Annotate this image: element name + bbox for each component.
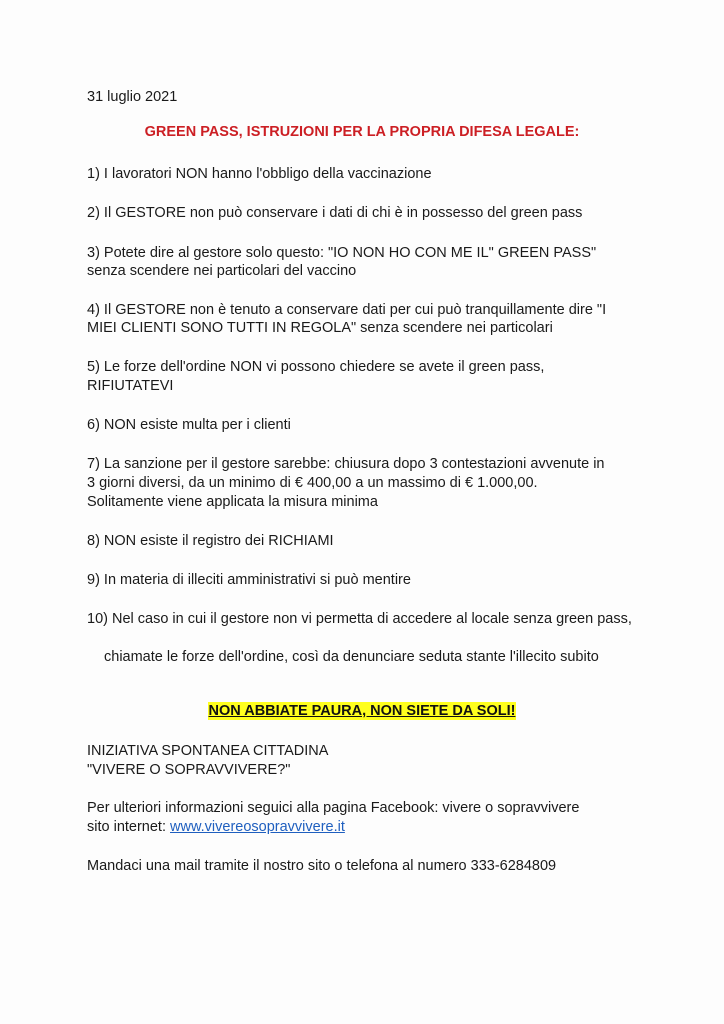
document-title: GREEN PASS, ISTRUZIONI PER LA PROPRIA DIFESA LEGALE:: [144, 124, 580, 140]
list-item-5-line-2: RIFIUTATEVI: [87, 378, 174, 394]
initiative-line-1: INIZIATIVA SPONTANEA CITTADINA: [87, 743, 329, 759]
list-item-7-line-3: Solitamente viene applicata la misura minima: [87, 494, 378, 510]
list-item-3-line-1: 3) Potete dire al gestore solo questo: "IO NON HO CON ME IL" GREEN PASS": [87, 245, 597, 261]
list-item-9: 9) In materia di illeciti amministrativi si può mentire: [87, 572, 411, 588]
initiative-line-2: "VIVERE O SOPRAVVIVERE?": [87, 762, 291, 778]
document-date: 31 luglio 2021: [87, 89, 178, 105]
list-item-5-line-1: 5) Le forze dell'ordine NON vi possono chiedere se avete il green pass,: [87, 359, 545, 375]
list-item-3-line-2: senza scendere nei particolari del vaccino: [87, 263, 357, 279]
info-line: Per ulteriori informazioni seguici alla pagina Facebook: vivere o sopravvivere: [87, 800, 580, 816]
contact-line: Mandaci una mail tramite il nostro sito o telefona al numero 333-6284809: [87, 858, 557, 874]
site-label: sito internet:: [87, 819, 171, 835]
slogan-container: [0, 703, 724, 719]
website-link[interactable]: www.vivereosopravvivere.it: [170, 819, 345, 835]
list-item-10-line-1: 10) Nel caso in cui il gestore non vi permetta di accedere al locale senza green pass,: [87, 611, 632, 627]
list-item-2: 2) Il GESTORE non può conservare i dati di chi è in possesso del green pass: [87, 205, 583, 221]
list-item-4-line-2: MIEI CLIENTI SONO TUTTI IN REGOLA" senza scendere nei particolari: [87, 320, 553, 336]
list-item-4-line-1: 4) Il GESTORE non è tenuto a conservare dati per cui può tranquillamente dire "I: [87, 302, 607, 318]
slogan-highlight: NON ABBIATE PAURA, NON SIETE DA SOLI!: [208, 703, 516, 719]
list-item-8: 8) NON esiste il registro dei RICHIAMI: [87, 533, 334, 549]
site-line: [87, 818, 345, 837]
list-item-10-line-2: chiamate le forze dell'ordine, così da denunciare seduta stante l'illecito subito: [104, 649, 599, 665]
list-item-1: 1) I lavoratori NON hanno l'obbligo della vaccinazione: [87, 166, 432, 182]
list-item-6: 6) NON esiste multa per i clienti: [87, 417, 291, 433]
list-item-7-line-1: 7) La sanzione per il gestore sarebbe: chiusura dopo 3 contestazioni avvenute in: [87, 456, 605, 472]
list-item-7-line-2: 3 giorni diversi, da un minimo di € 400,00 a un massimo di € 1.000,00.: [87, 475, 538, 491]
